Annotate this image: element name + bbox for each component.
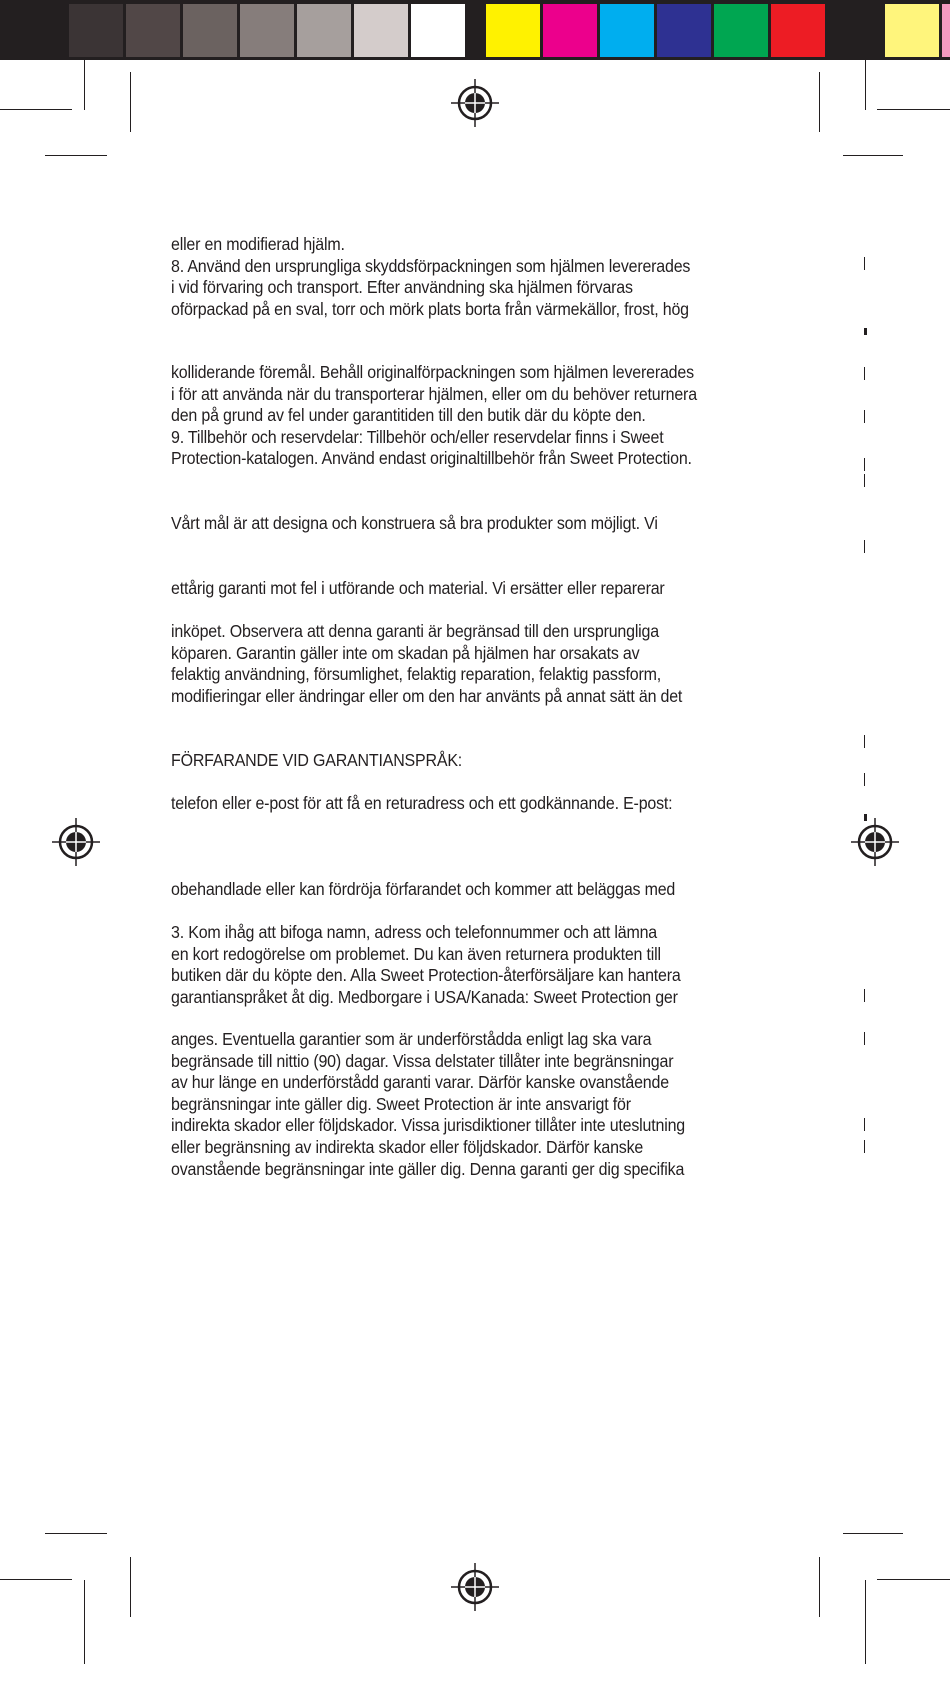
text-line: anges. Eventuella garantier som är underförstådda enligt lag ska vara [171,1029,652,1049]
crop-mark [84,1580,85,1664]
clipped-text-fragment [864,328,867,335]
crop-mark [843,1533,903,1534]
paragraph-implied-warranty [171,1029,685,1180]
crop-mark [877,109,950,110]
text-line: modifieringar eller ändringar eller om den har använts på annat sätt än det [171,685,683,706]
clipped-text-fragment [864,1032,865,1045]
text-line: ovanstående begränsningar inte gäller dig. Denna garanti ger dig specifika [171,1158,685,1179]
text-line: den på grund av fel under garantitiden till den butik där du köpte den. [171,405,646,426]
section-heading-warranty-claims [171,750,462,772]
crop-mark [865,1580,866,1664]
text-line: eller begränsning av indirekta skador eller följdskador. Därför kanske [171,1136,644,1157]
text-line: begränsade till nittio (90) dagar. Vissa delstater tillåter inte begränsningar [171,1050,674,1071]
text-line: kolliderande föremål. Behåll originalförpackningen som hjälmen levererades [171,362,694,382]
registration-mark-icon [851,818,899,866]
clipped-text-fragment [864,410,865,423]
text-line: begränsningar inte gäller dig. Sweet Protection är inte ansvarigt för [171,1093,631,1114]
text-line: Vårt mål är att designa och konstruera så bra produkter som möjligt. Vi [171,513,658,533]
color-swatch-black-70 [183,4,237,57]
text-line: FÖRFARANDE VID GARANTIANSPRÅK: [171,750,463,770]
paragraph-goal [171,513,658,535]
clipped-text-fragment [864,989,865,1002]
crop-mark [45,1533,107,1534]
clipped-text-fragment [864,540,865,553]
registration-mark-icon [451,79,499,127]
color-swatch-light-yellow [885,4,939,57]
paragraph-accessories [171,362,697,470]
color-swatch-black-20 [354,4,408,57]
color-swatch-blue [657,4,711,57]
text-line: köparen. Garantin gäller inte om skadan på hjälmen har orsakats av [171,642,640,663]
paragraph-warranty-limits [171,621,682,707]
clipped-text-fragment [864,773,865,786]
text-line: indirekta skador eller följdskador. Vissa jurisdiktioner tillåter inte uteslutning [171,1115,685,1136]
crop-mark [843,155,903,156]
registration-mark-icon [451,1563,499,1611]
text-line: butiken där du köpte den. Alla Sweet Protection-återförsäljare kan hantera [171,965,681,986]
text-line: telefon eller e-post för att få en returadress och ett godkännande. E-post: [171,793,673,813]
text-line: garantianspråket åt dig. Medborgare i USA/Kanada: Sweet Protection ger [171,986,678,1007]
clipped-text-fragment [864,1140,865,1153]
clipped-text-fragment [864,735,865,748]
paragraph-claim-contact [171,793,672,815]
text-line: oförpackad på en sval, torr och mörk plats borta från värmekällor, frost, hög [171,298,689,319]
color-swatch-green [714,4,768,57]
crop-mark [819,1557,820,1617]
text-line: i för att använda när du transporterar hjälmen, eller om du behöver returnera [171,383,697,404]
text-line: eller en modifierad hjälm. [171,234,345,254]
clipped-text-fragment [864,814,867,821]
text-line: 3. Kom ihåg att bifoga namn, adress och telefonnummer och att lämna [171,922,657,942]
text-line: ettårig garanti mot fel i utförande och material. Vi ersätter eller reparerar [171,578,665,598]
clipped-text-fragment [864,367,865,380]
text-line: 8. Använd den ursprungliga skyddsförpackningen som hjälmen levererades [171,255,691,276]
crop-mark [130,1557,131,1617]
paragraph-claim-fees [171,879,675,901]
text-line: obehandlade eller kan fördröja förfarandet och kommer att beläggas med [171,879,676,899]
text-line: av hur länge en underförstådd garanti varar. Därför kanske ovanstående [171,1072,669,1093]
color-swatch-black-100 [12,4,66,57]
color-swatch-red [771,4,825,57]
color-swatch-light-magenta [942,4,950,57]
crop-mark [819,72,820,132]
clipped-text-fragment [864,458,865,471]
text-line: i vid förvaring och transport. Efter användning ska hjälmen förvaras [171,277,633,298]
text-line: 9. Tillbehör och reservdelar: Tillbehör och/eller reservdelar finns i Sweet [171,426,664,447]
color-swatch-cyan [600,4,654,57]
crop-mark [130,72,131,132]
paragraph-warranty [171,578,665,600]
text-line: Protection-katalogen. Använd endast originaltillbehör från Sweet Protection. [171,448,692,469]
text-line: en kort redogörelse om problemet. Du kan även returnera produkten till [171,943,661,964]
paragraph-claim-details [171,922,681,1008]
crop-mark [84,60,85,110]
color-swatch-magenta [543,4,597,57]
color-swatch-yellow [486,4,540,57]
text-line: felaktig användning, försumlighet, felaktig reparation, felaktig passform, [171,664,662,685]
paragraph-storage [171,234,690,320]
color-swatch-black-90 [69,4,123,57]
crop-mark [0,109,72,110]
crop-mark [877,1579,950,1580]
color-calibration-bar [0,0,950,60]
color-swatch-black-100 [828,4,882,57]
crop-mark [865,60,866,110]
crop-mark [0,1579,72,1580]
clipped-text-fragment [864,257,865,270]
registration-mark-icon [52,818,100,866]
color-swatch-white [411,4,465,57]
color-swatch-black-60 [240,4,294,57]
clipped-text-fragment [864,474,865,487]
color-swatch-black-40 [297,4,351,57]
clipped-text-fragment [864,1118,865,1131]
crop-mark [45,155,107,156]
color-swatch-black-80 [126,4,180,57]
text-line: inköpet. Observera att denna garanti är begränsad till den ursprungliga [171,621,659,641]
